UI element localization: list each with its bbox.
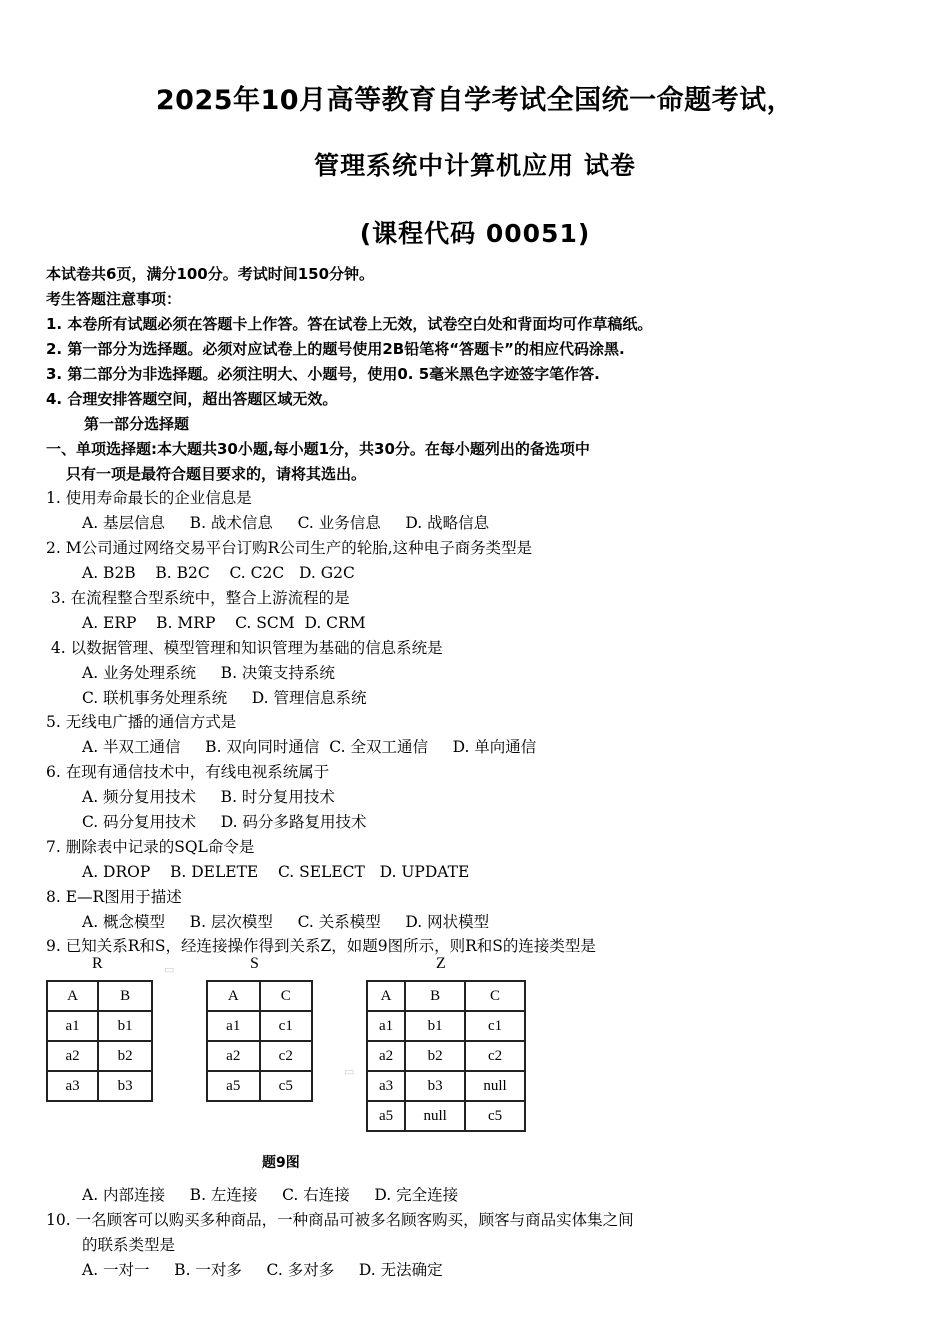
q4-options-2: C. 联机事务处理系统 D. 管理信息系统 xyxy=(82,689,367,707)
table-cell: a2 xyxy=(367,1041,405,1071)
course-title: 管理系统中计算机应用 试卷 xyxy=(314,151,636,180)
table-cell: b2 xyxy=(405,1041,465,1071)
table-cell: b3 xyxy=(98,1071,152,1101)
q2-options: A. B2B B. B2C C. C2C D. G2C xyxy=(82,564,355,582)
note-item-3: 3. 第二部分为非选择题。必须注明大、小题号，使用0. 5毫米黑色字迹签字笔作答. xyxy=(46,365,600,383)
course-code: (课程代码 00051) xyxy=(359,219,591,248)
table-cell: c2 xyxy=(465,1041,525,1071)
table-cell: a1 xyxy=(47,1011,98,1041)
section-instructions-1: 一、单项选择题:本大题共30小题,每小题1分，共30分。在每小题列出的备选项中 xyxy=(46,440,590,458)
q7-stem: 7. 删除表中记录的SQL命令是 xyxy=(46,838,255,856)
q5-options: A. 半双工通信 B. 双向同时通信 C. 全双工通信 D. 单向通信 xyxy=(82,738,537,756)
table-cell: a5 xyxy=(367,1101,405,1131)
table-cell: a2 xyxy=(207,1041,260,1071)
q6-options-2: C. 码分复用技术 D. 码分多路复用技术 xyxy=(82,813,367,831)
table-cell: a1 xyxy=(207,1011,260,1041)
table-cell: c5 xyxy=(260,1071,313,1101)
notes-heading: 考生答题注意事项： xyxy=(46,290,182,308)
figure-9 xyxy=(44,955,544,1170)
table-cell: b3 xyxy=(405,1071,465,1101)
table-cell: b1 xyxy=(98,1011,152,1041)
table-cell: a1 xyxy=(367,1011,405,1041)
table-cell: null xyxy=(405,1101,465,1131)
q3-stem: 3. 在流程整合型系统中，整合上游流程的是 xyxy=(46,589,350,607)
relation-z-table xyxy=(366,980,526,1132)
q4-options-1: A. 业务处理系统 B. 决策支持系统 xyxy=(82,664,335,682)
note-item-2: 2. 第一部分为选择题。必须对应试卷上的题号使用2B铅笔将“答题卡”的相应代码涂黑. xyxy=(46,340,625,358)
table-cell: null xyxy=(465,1071,525,1101)
q3-options: A. ERP B. MRP C. SCM D. CRM xyxy=(82,614,366,632)
relation-s-name: S xyxy=(250,955,259,972)
relation-s-table xyxy=(206,980,313,1102)
r-header-a: A xyxy=(47,981,98,1011)
r-header-b: B xyxy=(98,981,152,1011)
z-header-b: B xyxy=(405,981,465,1011)
z-header-a: A xyxy=(367,981,405,1011)
z-header-c: C xyxy=(465,981,525,1011)
table-cell: c1 xyxy=(260,1011,313,1041)
note-item-1: 1. 本卷所有试题必须在答题卡上作答。答在试卷上无效，试卷空白处和背面均可作草稿纸。 xyxy=(46,315,653,333)
q7-options: A. DROP B. DELETE C. SELECT D. UPDATE xyxy=(82,863,470,881)
section-instructions-2: 只有一项是最符合题目要求的，请将其选出。 xyxy=(66,465,367,483)
table-cell: c1 xyxy=(465,1011,525,1041)
table-cell: b2 xyxy=(98,1041,152,1071)
exam-intro: 本试卷共6页，满分100分。考试时间150分钟。 xyxy=(46,265,375,283)
q8-options: A. 概念模型 B. 层次模型 C. 关系模型 D. 网状模型 xyxy=(82,913,490,931)
table-cell: a5 xyxy=(207,1071,260,1101)
q8-stem: 8. E—R图用于描述 xyxy=(46,888,182,906)
scan-noise: ▭ xyxy=(344,1065,355,1078)
note-item-4: 4. 合理安排答题空间，超出答题区域无效。 xyxy=(46,390,338,408)
table-cell: a3 xyxy=(47,1071,98,1101)
q1-options: A. 基层信息 B. 战术信息 C. 业务信息 D. 战略信息 xyxy=(82,514,490,532)
relation-r-name: R xyxy=(92,955,103,972)
q1-stem: 1. 使用寿命最长的企业信息是 xyxy=(46,489,252,507)
s-header-c: C xyxy=(260,981,313,1011)
table-cell: c5 xyxy=(465,1101,525,1131)
table-cell: c2 xyxy=(260,1041,313,1071)
s-header-a: A xyxy=(207,981,260,1011)
table-cell: a2 xyxy=(47,1041,98,1071)
table-cell: b1 xyxy=(405,1011,465,1041)
q5-stem: 5. 无线电广播的通信方式是 xyxy=(46,713,237,731)
q9-options: A. 内部连接 B. 左连接 C. 右连接 D. 完全连接 xyxy=(82,1186,459,1204)
exam-title: 2025年10月高等教育自学考试全国统一命题考试， xyxy=(155,85,795,116)
q10-options: A. 一对一 B. 一对多 C. 多对多 D. 无法确定 xyxy=(82,1261,443,1279)
q6-options-1: A. 频分复用技术 B. 时分复用技术 xyxy=(82,788,335,806)
relation-r-table xyxy=(46,980,153,1102)
q2-stem: 2. M公司通过网络交易平台订购R公司生产的轮胎,这种电子商务类型是 xyxy=(46,539,533,557)
part1-heading: 第一部分选择题 xyxy=(84,415,190,433)
q6-stem: 6. 在现有通信技术中，有线电视系统属于 xyxy=(46,763,330,781)
q10-stem-1: 10. 一名顾客可以购买多种商品，一种商品可被多名顾客购买，顾客与商品实体集之间 xyxy=(46,1211,634,1229)
q4-stem: 4. 以数据管理、模型管理和知识管理为基础的信息系统是 xyxy=(46,639,443,657)
q9-stem: 9. 已知关系R和S，经连接操作得到关系Z，如题9图所示，则R和S的连接类型是 xyxy=(46,937,596,955)
table-cell: a3 xyxy=(367,1071,405,1101)
relation-z-name: Z xyxy=(436,955,446,972)
scan-noise: ▭ xyxy=(164,963,175,976)
figure-caption: 题9图 xyxy=(262,1155,300,1171)
q10-stem-2: 的联系类型是 xyxy=(82,1236,176,1254)
